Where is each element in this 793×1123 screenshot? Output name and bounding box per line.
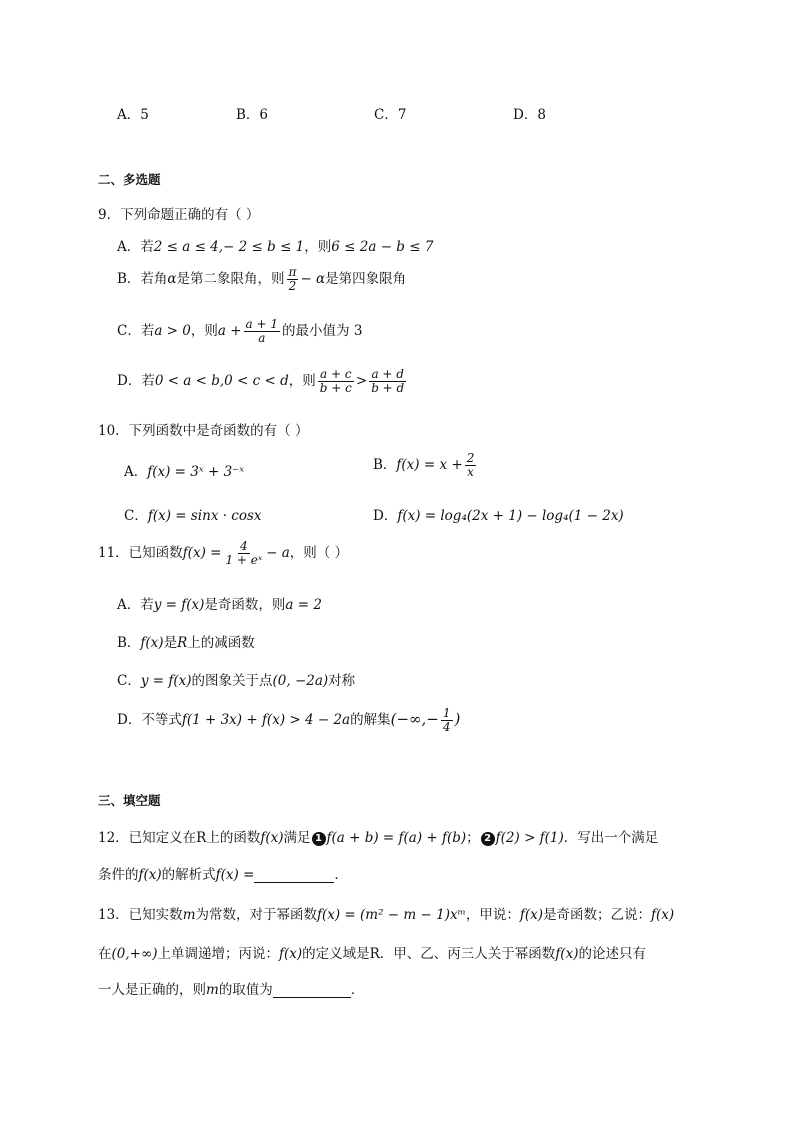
- circled-number-2: 2: [481, 832, 495, 846]
- q9-option-b: B．若角α是第二象限角，则 $\frac{\pi}{2}$ − α是第四象限角: [117, 265, 407, 294]
- q9-option-c: C．若a > 0，则a + $\frac{a + 1}{a}$ 的最小值为 3: [117, 317, 363, 346]
- q11-option-a: A．若y = f(x)是奇函数，则a = 2: [117, 597, 322, 613]
- circled-number-1: 1: [312, 832, 326, 846]
- q11-option-c: C．y = f(x)的图象关于点(0, −2a)对称: [117, 673, 356, 689]
- q9-option-d: D．若0 < a < b,0 < c < d，则 $\frac{a + c}{b + c}$ > $\frac{a + d}{b + d}$: [117, 367, 405, 396]
- q9-stem: 9．下列命题正确的有（ ）: [98, 207, 260, 223]
- q11-option-b: B．f(x)是R上的减函数: [117, 635, 255, 651]
- q12-line1: 12．已知定义在R上的函数f(x)满足 1 f(a + b) = f(a) + f(b)； 2 f(2) > f(1)．写出一个满足: [98, 830, 659, 846]
- prev-option-c: C．7: [374, 107, 407, 123]
- q11-stem: 11．已知函数f(x) = $\frac{4}{\text{1 + eˣ}}$ − a，则（ ）: [98, 539, 349, 568]
- q9-option-a: A．若2 ≤ a ≤ 4,− 2 ≤ b ≤ 1，则6 ≤ 2a − b ≤ 7: [117, 239, 434, 255]
- section-title-fill-in: 三、填空题: [98, 793, 161, 808]
- q10-option-d: D．f(x) = log₄(2x + 1) − log₄(1 − 2x): [373, 508, 624, 524]
- q10-option-c: C．f(x) = sinx · cosx: [124, 508, 262, 524]
- q13-line1: 13．已知实数m为常数，对于幂函数f(x) = (m² − m − 1)xᵐ，甲说：f(x)是奇函数；乙说：f(x): [98, 907, 675, 923]
- q13-line2: 在(0,+∞)上单调递增；丙说：f(x)的定义域是R．甲、乙、丙三人关于幂函数f(x)的论述只有: [98, 946, 646, 962]
- prev-option-b: B．6: [236, 107, 269, 123]
- q12-line2: 条件的f(x)的解析式f(x) = ．: [98, 867, 348, 883]
- q10-option-a: A．f(x) = 3ˣ + 3⁻ˣ: [124, 464, 245, 480]
- section-title-multiple-choice: 二、多选题: [98, 172, 161, 187]
- q13-line3: 一人是正确的，则m的取值为 ．: [98, 982, 365, 998]
- q12-answer-blank[interactable]: [254, 868, 334, 883]
- q13-answer-blank[interactable]: [273, 983, 351, 998]
- q10-stem: 10．下列函数中是奇函数的有（ ）: [98, 423, 309, 439]
- q10-option-b: B．f(x) = x + $\frac{2}{x}$: [373, 451, 475, 480]
- prev-option-d: D．8: [513, 107, 546, 123]
- prev-option-a: A．5: [117, 107, 149, 123]
- q11-option-d: D．不等式f(1 + 3x) + f(x) > 4 − 2a的解集(−∞,− $\frac{1}{4}$ ): [117, 706, 461, 735]
